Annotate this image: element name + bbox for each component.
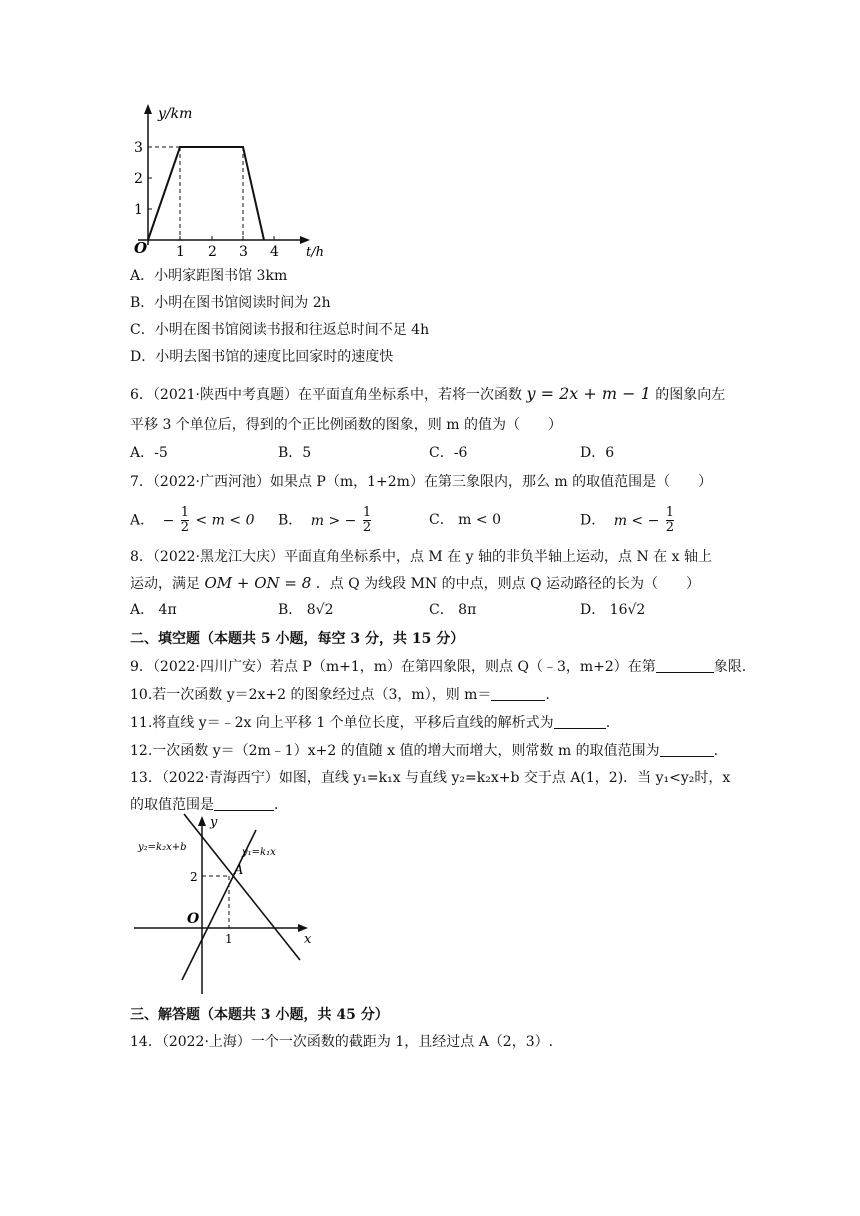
q9: 9．（2022·四川广安）若点 P（m+1，m）在第四象限，则点 Q（﹣3，m+2）在第 象限. <box>130 659 747 675</box>
x-tick-4: 4 <box>270 244 279 260</box>
y-axis-arrow <box>198 816 206 826</box>
y-tick-1: 1 <box>134 202 143 218</box>
x-tick-3: 3 <box>239 244 248 260</box>
q11: 11.将直线 y＝﹣2x 向上平移 1 个单位长度，平移后直线的解析式为 . <box>130 715 611 731</box>
x-axis-arrow <box>300 236 310 244</box>
q8-option-b: B． 8√2 <box>278 602 334 618</box>
q8-line2: 运动，满足 OM + ON = 8 ．点 Q 为线段 MN 的中点，则点 Q 运动路径的长为（ ） <box>130 574 700 592</box>
q13-line1: 13．（2022·青海西宁）如图，直线 y₁=k₁x 与直线 y₂=k₂x+b 交于点 A(1，2)．当 y₁<y₂时，x <box>130 770 731 786</box>
q9-answer-blank[interactable] <box>656 658 714 673</box>
q7-option-d: D． m < − $\frac{1}{2}$ <box>580 505 675 535</box>
q8-formula: OM + ON = 8 <box>204 574 312 592</box>
q6-formula: y = 2x + m − 1 <box>526 384 651 403</box>
q5-option-b: B．小明在图书馆阅读时间为 2h <box>130 295 331 311</box>
q13-line2: 的取值范围是 ． <box>130 797 288 813</box>
x-tick-2: 2 <box>208 244 217 260</box>
q8-option-c: C． 8π <box>429 602 477 618</box>
intersecting-lines-graph <box>130 810 320 996</box>
q8-option-d: D． 16√2 <box>580 602 646 618</box>
q13-answer-blank[interactable] <box>214 796 274 811</box>
q6-line2: 平移 3 个单位后，得到的个正比例函数的图象，则 m 的值为（ ） <box>130 417 562 433</box>
q5-option-c: C．小明在图书馆阅读书报和往返总时间不足 4h <box>130 322 430 338</box>
distance-path <box>148 147 264 240</box>
distance-time-graph <box>128 100 328 260</box>
q8-option-a: A． 4π <box>130 602 177 618</box>
q7-question: 7．（2022·广西河池）如果点 P（m，1+2m）在第三象限内，那么 m 的取值范围是（ ） <box>130 474 713 490</box>
q14: 14．（2022·上海）一个一次函数的截距为 1，且经过点 A（2，3）. <box>130 1034 554 1050</box>
line-y1-label: y₁=k₁x <box>242 847 276 858</box>
q10-answer-blank[interactable] <box>491 686 545 701</box>
q7-option-c: C． m < 0 <box>429 512 501 528</box>
line-y2-label: y₂=k₂x+b <box>138 842 187 853</box>
x-axis-arrow <box>298 924 308 932</box>
q6-option-a: A．-5 <box>130 445 168 461</box>
y-axis-label: y/km <box>158 106 193 122</box>
x-tick-1: 1 <box>176 244 185 260</box>
q5-option-d: D．小明去图书馆的速度比回家时的速度快 <box>130 349 394 365</box>
y-axis-label: y <box>210 815 218 830</box>
q6-option-d: D．6 <box>580 445 615 461</box>
origin-label: O <box>187 911 200 927</box>
q12: 12.一次函数 y＝（2m﹣1）x+2 的值随 x 值的增大而增大，则常数 m 的取值范围为 . <box>130 743 719 759</box>
section-3-heading: 三、解答题（本题共 3 小题，共 45 分） <box>130 1007 389 1023</box>
q12-answer-blank[interactable] <box>660 742 714 757</box>
q5-option-a: A．小明家距图书馆 3km <box>130 268 288 284</box>
q6-line1: 6．（2021·陕西中考真题）在平面直角坐标系中，若将一次函数 y = 2x + m − 1 的图象向左 <box>130 384 726 403</box>
q11-answer-blank[interactable] <box>554 714 606 729</box>
q7-option-a: A． − $\frac{1}{2}$ < m < 0 <box>130 505 255 535</box>
q6-option-c: C．-6 <box>429 445 468 461</box>
y-axis-arrow <box>144 104 152 114</box>
section-2-heading: 二、填空题（本题共 5 小题，每空 3 分，共 15 分） <box>130 631 465 647</box>
y-tick-3: 3 <box>134 140 143 156</box>
tick-y-2: 2 <box>190 870 198 884</box>
q10: 10.若一次函数 y＝2x+2 的图象经过点（3，m），则 m＝ . <box>130 687 550 703</box>
origin-label: O <box>134 239 148 257</box>
tick-x-1: 1 <box>225 932 233 946</box>
q8-line1: 8．（2022·黑龙江大庆）平面直角坐标系中，点 M 在 y 轴的非负半轴上运动，点 N 在 x 轴上 <box>130 549 712 565</box>
y-tick-2: 2 <box>134 171 143 187</box>
q7-option-b: B． m > − $\frac{1}{2}$ <box>278 505 372 535</box>
point-a-label: A <box>234 863 244 878</box>
x-axis-label: x <box>304 932 312 947</box>
x-axis-label: t/h <box>306 245 324 260</box>
q6-option-b: B．5 <box>278 445 312 461</box>
